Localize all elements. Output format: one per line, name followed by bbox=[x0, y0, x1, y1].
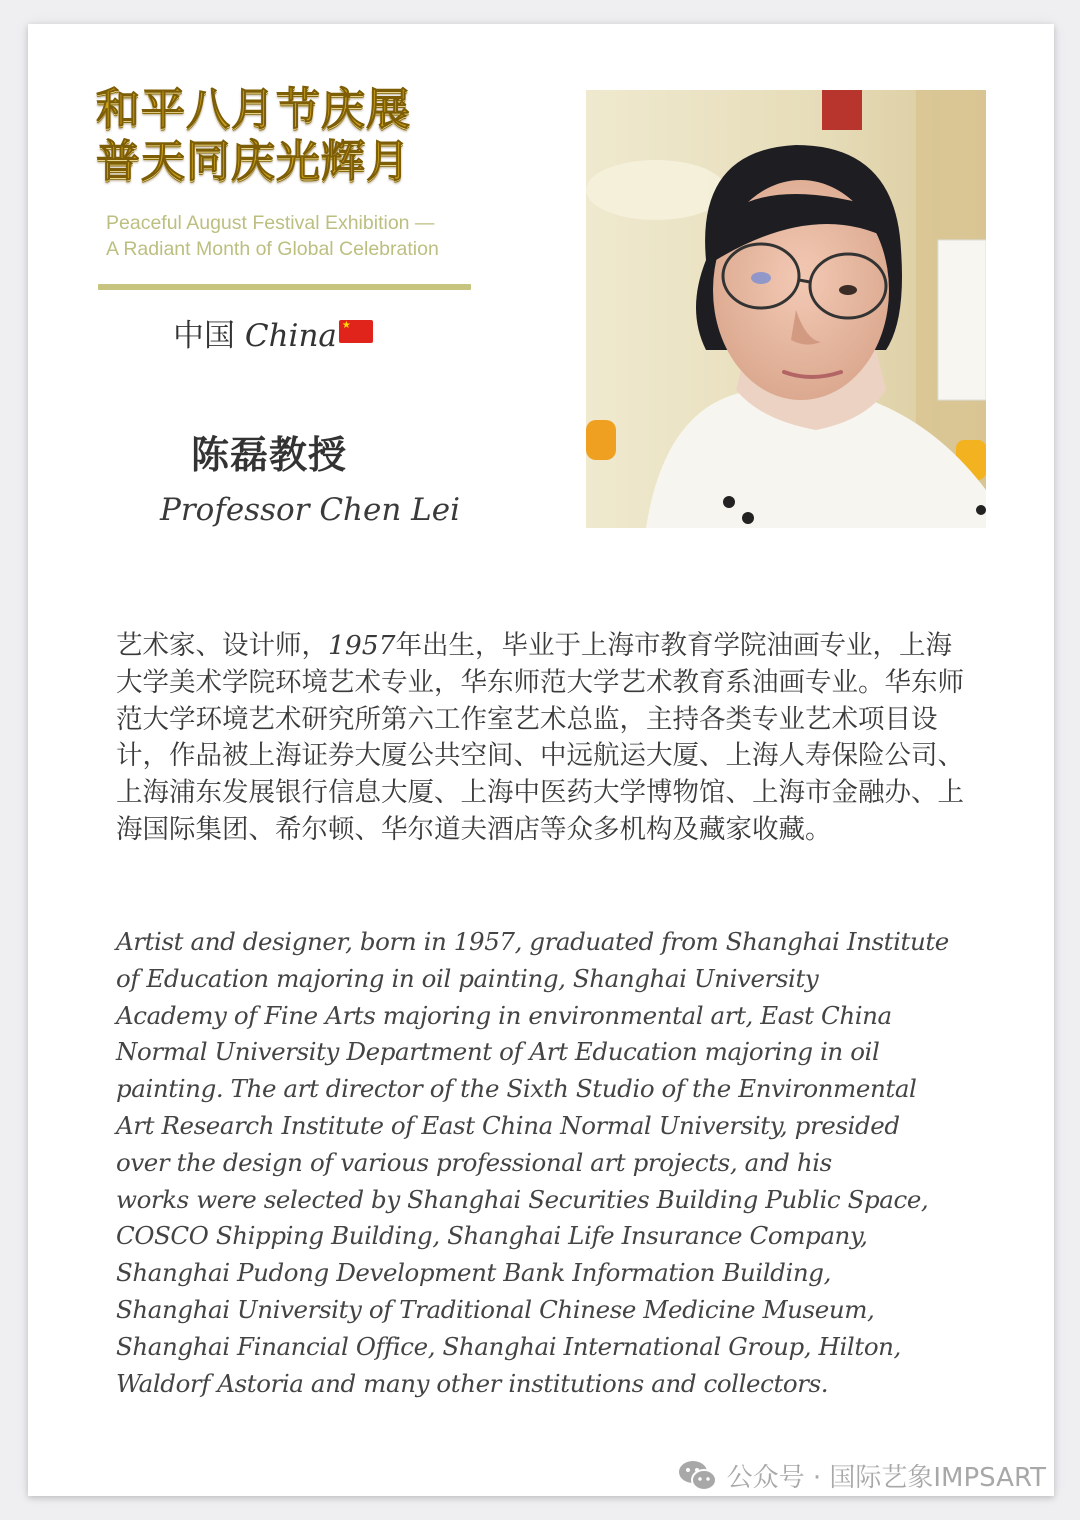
title-cn-line-2: 普天同庆光辉月 bbox=[96, 136, 411, 187]
bio-en-line: Shanghai Pudong Development Bank Information Building, bbox=[116, 1258, 831, 1288]
bio-en-line: of Education majoring in oil painting, Shanghai University bbox=[116, 963, 819, 993]
bio-en-line: over the design of various professional art projects, and his bbox=[116, 1147, 832, 1177]
bio-en-line: Shanghai University of Traditional Chinese Medicine Museum, bbox=[116, 1294, 875, 1324]
bio-en-line: Art Research Institute of East China Normal University, presided bbox=[116, 1110, 900, 1140]
title-cn-line-1: 和平八月节庆展 bbox=[96, 84, 411, 135]
bio-cn-year: 1957 bbox=[328, 630, 396, 661]
artist-name-en: Professor Chen Lei bbox=[160, 492, 461, 528]
exit-sign bbox=[822, 90, 862, 130]
bio-cn-part-1: 艺术家、设计师， bbox=[116, 630, 328, 661]
title-en-line-1: Peaceful August Festival Exhibition — bbox=[106, 212, 435, 234]
glasses-bridge bbox=[799, 280, 810, 282]
exhibition-title-cn bbox=[96, 84, 466, 188]
bio-en-line: Normal University Department of Art Education majoring in oil bbox=[116, 1037, 880, 1067]
portrait-photo bbox=[586, 90, 986, 528]
source-watermark bbox=[677, 1457, 1046, 1494]
lens-glare bbox=[751, 272, 771, 284]
artist-card bbox=[28, 24, 1054, 1496]
bio-cn-part-2: 年出生，毕业于上海市教育学院油画专业，上海大学美术学院环境艺术专业，华东师范大学艺术教育系油画专业。华东师范大学环境艺术研究所第六工作室艺术总监，主持各类专业艺术项目设计，作品被上海证券大厦公共空间、中远航运大厦、上海人寿保险公司、上海浦东发展银行信息大厦、上海中医药大学博物馆、上海市金融办、上海国际集团、希尔顿、华尔道夫酒店等众多机构及藏家收藏。 bbox=[116, 630, 964, 845]
bio-en-line: painting. The art director of the Sixth Studio of the Environmental bbox=[116, 1074, 917, 1104]
bio-en-line: Artist and designer, born in 1957, graduated from Shanghai Institute bbox=[116, 927, 949, 956]
biography-en bbox=[116, 924, 1016, 1402]
watermark-text: 公众号 · 国际艺象IMPSART bbox=[726, 1463, 1046, 1493]
title-en-line-2: A Radiant Month of Global Celebration bbox=[106, 238, 439, 260]
title-divider bbox=[98, 284, 471, 290]
bio-en-line: Shanghai Financial Office, Shanghai International Group, Hilton, bbox=[116, 1331, 901, 1361]
wall-frame bbox=[938, 240, 986, 400]
country-cn: 中国 bbox=[173, 318, 235, 354]
eye-right bbox=[839, 285, 857, 295]
wechat-icon bbox=[677, 1459, 719, 1493]
country-en: China bbox=[244, 318, 337, 354]
orange-chair bbox=[586, 420, 616, 460]
biography-cn bbox=[116, 628, 976, 849]
lamp-shade bbox=[586, 160, 726, 220]
bio-en-line: COSCO Shipping Building, Shanghai Life Insurance Company, bbox=[116, 1221, 868, 1251]
bio-en-line: Academy of Fine Arts majoring in environmental art, East China bbox=[116, 1000, 892, 1030]
artist-name-cn: 陈磊教授 bbox=[191, 433, 348, 477]
country-label bbox=[173, 310, 373, 355]
exhibition-title-en bbox=[106, 210, 486, 262]
bio-en-line: works were selected by Shanghai Securities Building Public Space, bbox=[116, 1184, 929, 1214]
portrait-illustration bbox=[586, 90, 986, 528]
china-flag-icon: ★ bbox=[339, 320, 373, 343]
bio-en-line: Waldorf Astoria and many other institutions and collectors. bbox=[116, 1368, 829, 1398]
